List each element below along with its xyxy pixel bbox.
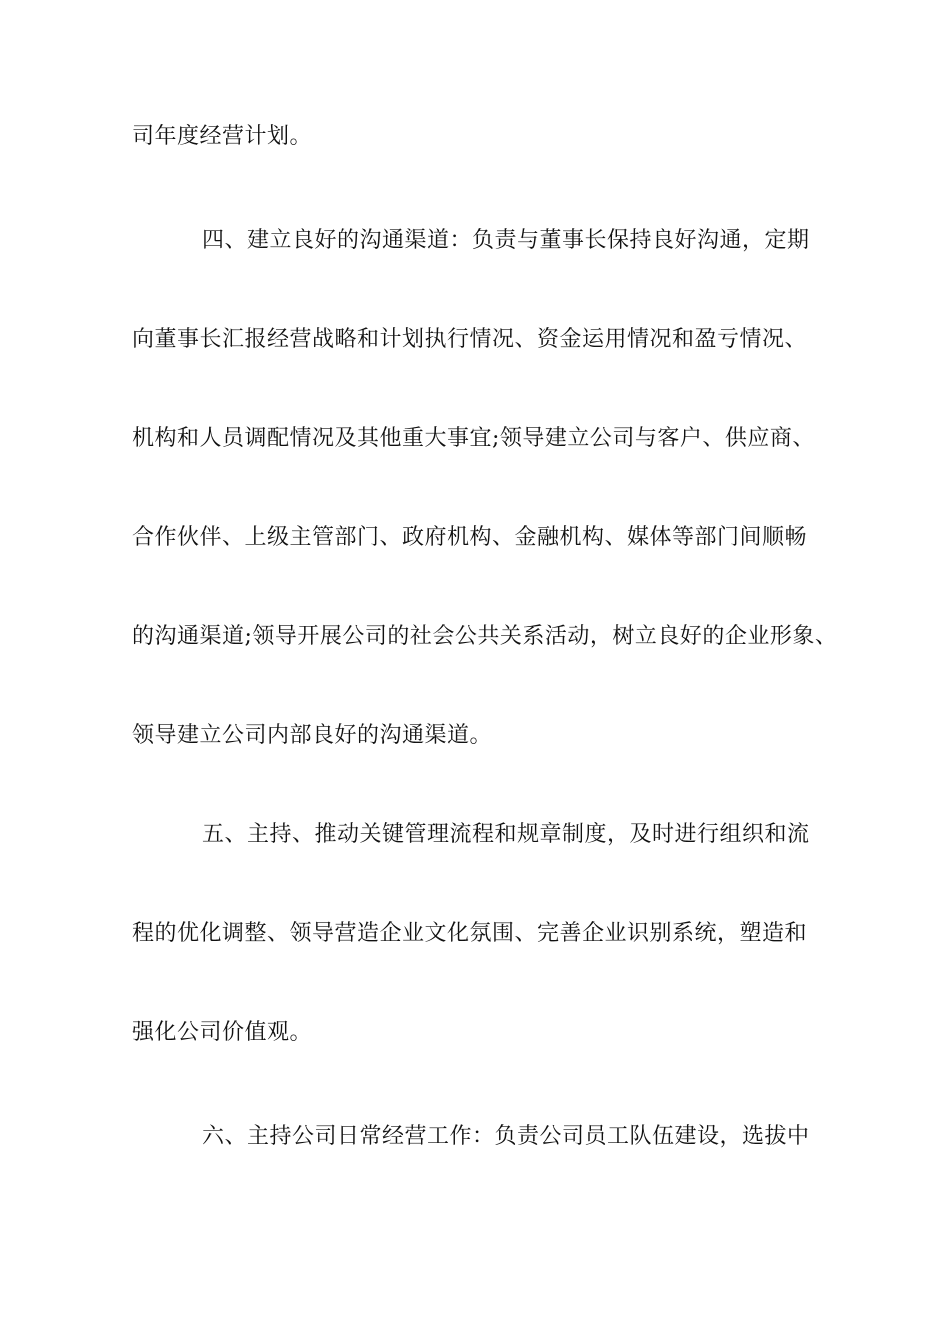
paragraph-line: 向董事长汇报经营战略和计划执行情况、资金运用情况和盈亏情况、 bbox=[132, 327, 808, 352]
paragraph-line: 合作伙伴、上级主管部门、政府机构、金融机构、媒体等部门间顺畅 bbox=[132, 525, 808, 550]
paragraph-line: 的沟通渠道;领导开展公司的社会公共关系活动，树立良好的企业形象、 bbox=[132, 624, 838, 649]
paragraph-line: 司年度经营计划。 bbox=[132, 124, 313, 149]
paragraph-line: 四、建立良好的沟通渠道：负责与董事长保持良好沟通，定期 bbox=[202, 228, 810, 253]
paragraph-line: 五、主持、推动关键管理流程和规章制度，及时进行组织和流 bbox=[202, 822, 810, 847]
paragraph-line: 领导建立公司内部良好的沟通渠道。 bbox=[132, 723, 493, 748]
paragraph-line: 机构和人员调配情况及其他重大事宜;领导建立公司与客户、供应商、 bbox=[132, 426, 815, 451]
paragraph-line: 六、主持公司日常经营工作：负责公司员工队伍建设，选拔中 bbox=[202, 1124, 810, 1149]
paragraph-line: 程的优化调整、领导营造企业文化氛围、完善企业识别系统，塑造和 bbox=[132, 921, 808, 946]
paragraph-line: 强化公司价值观。 bbox=[132, 1020, 313, 1045]
